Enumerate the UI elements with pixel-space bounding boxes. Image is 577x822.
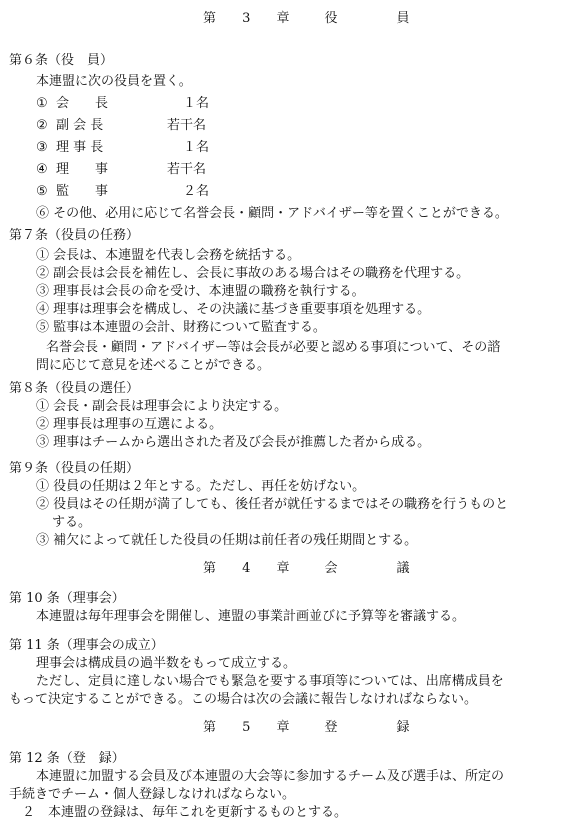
article-7-heading: 第７条（役員の任務） [9,228,140,243]
article-7-item: ⑤ 監事は本連盟の会計、財務について監査する。 [36,320,326,335]
article-10-body: 本連盟は毎年理事会を開催し、連盟の事業計画並びに予算等を審議する。 [36,609,466,624]
article-8-item: ③ 理事はチームから選出された者及び会長が推薦した者から成る。 [36,435,431,450]
chapter-5-title: 第 5 章 登 録 [203,720,421,735]
role-count: １名 [183,96,210,111]
chapter-4-title: 第 4 章 会 議 [203,561,421,576]
article-11-heading: 第 11 条（理事会の成立） [9,638,164,653]
article-7-note: 名誉会長・顧問・アドバイザー等は会長が必要と認める事項について、その諮 [46,340,501,355]
article-7-item: ② 副会長は会長を補佐し、会長に事故のある場合はその職務を代理する。 [36,266,470,281]
article-11-body: もって決定することができる。この場合は次の会議に報告しなければならない。 [9,692,478,707]
role-num: ③ [36,140,48,155]
article-8-item: ② 理事長は理事の互選による。 [36,417,223,432]
article-9-item-cont: する。 [52,515,92,530]
role-count: 若干名 [167,162,207,177]
role-name: 副 会 長 [56,118,104,133]
article-9-item: ③ 補欠によって就任した役員の任期は前任者の残任期間とする。 [36,533,418,548]
role-name: 理 事 [56,162,109,177]
article-7-note: 問に応じて意見を述べることができる。 [36,358,271,373]
role-name: 理 事 長 [56,140,104,155]
role-num: ① [36,96,48,111]
article-9-heading: 第９条（役員の任期） [9,461,140,476]
article-7-item: ④ 理事は理事会を構成し、その決議に基づき重要事項を処理する。 [36,302,431,317]
role-name: 会 長 [56,96,109,111]
role-num: ② [36,118,48,133]
role-num: ⑤ [36,184,48,199]
article-12-heading: 第 12 条（登 録） [9,751,125,766]
article-7-item: ③ 理事長は会長の命を受け、本連盟の職務を執行する。 [36,284,365,299]
chapter-3-title: 第 3 章 役 員 [203,11,421,26]
role-name: 監 事 [56,184,109,199]
role-count: 若干名 [167,118,207,133]
article-7-item: ① 会長は、本連盟を代表し会務を統括する。 [36,248,301,263]
article-11-body: 理事会は構成員の過半数をもって成立する。 [36,656,297,671]
article-11-body: ただし、定員に達しない場合でも緊急を要する事項等については、出席構成員を [36,674,504,689]
article-6-other: ⑥ その他、必用に応じて名誉会長・顧問・アドバイザー等を置くことができる。 [36,206,508,221]
article-9-item: ① 役員の任期は２年とする。ただし、再任を妨げない。 [36,479,366,494]
article-6-intro: 本連盟に次の役員を置く。 [36,74,192,89]
role-count: ２名 [183,184,210,199]
article-12-body: 本連盟に加盟する会員及び本連盟の大会等に参加するチーム及び選手は、所定の [36,769,505,784]
role-num: ④ [36,162,48,177]
role-count: １名 [183,140,210,155]
article-12-body: ２ 本連盟の登録は、毎年これを更新するものとする。 [22,805,348,820]
article-12-body: 手続きでチーム・個人登録しなければならない。 [9,787,296,802]
article-8-heading: 第８条（役員の選任） [9,381,140,396]
article-9-item: ② 役員はその任期が満了しても、後任者が就任するまではその職務を行うものと [36,497,509,512]
article-10-heading: 第 10 条（理事会） [9,591,125,606]
article-8-item: ① 会長・副会長は理事会により決定する。 [36,399,288,414]
article-6-heading: 第６条（役 員） [9,53,114,68]
